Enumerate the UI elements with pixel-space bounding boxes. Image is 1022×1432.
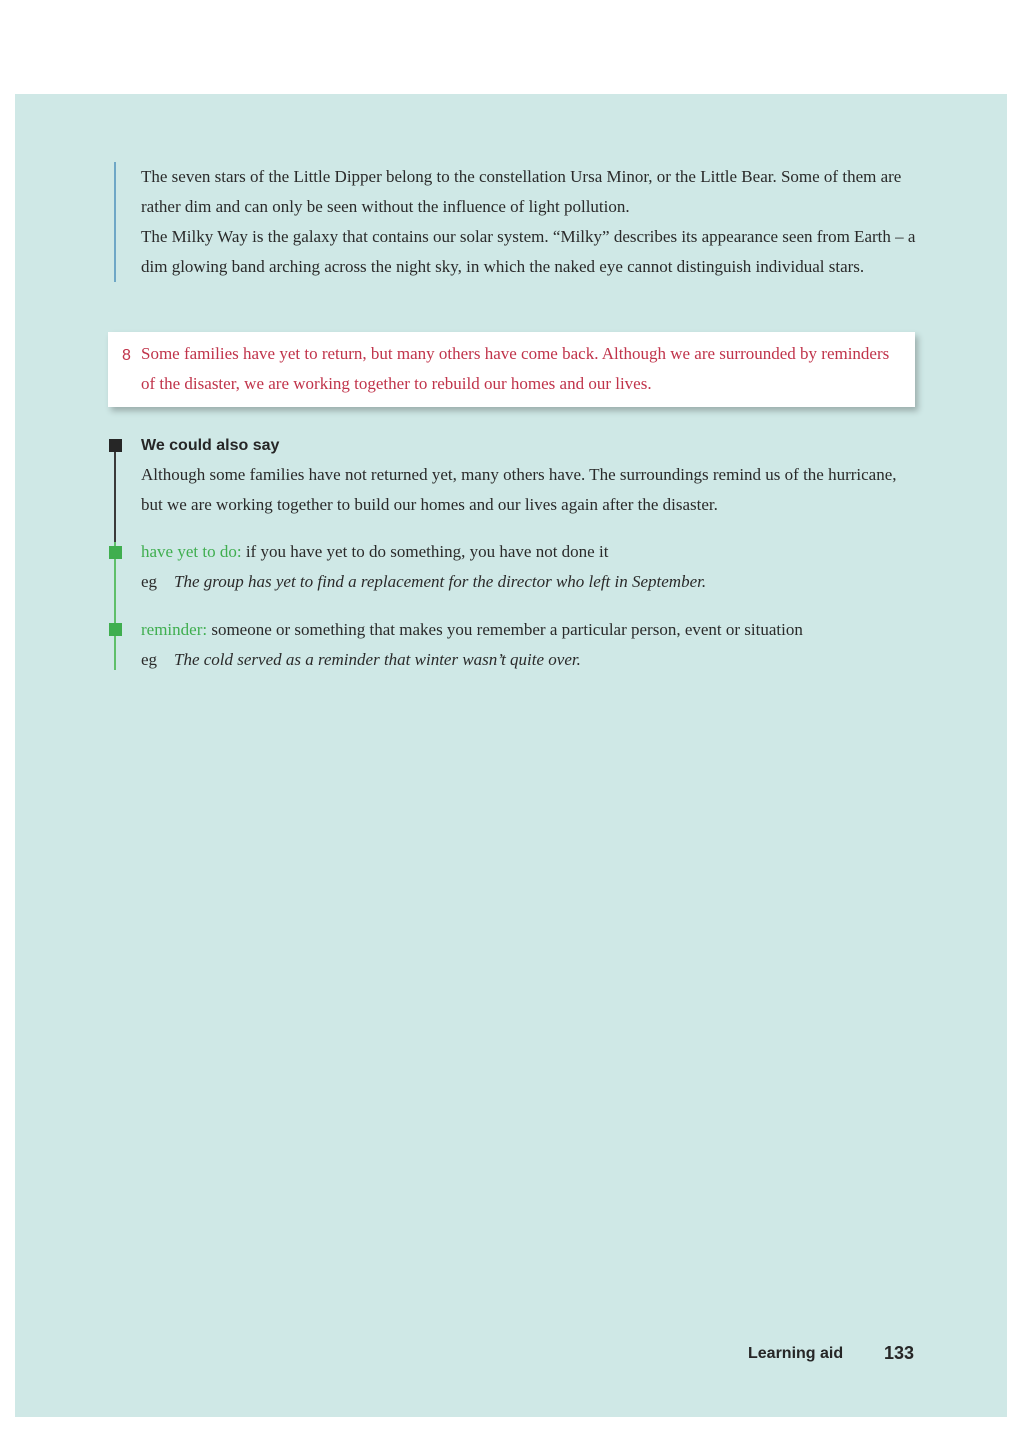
vocab-definition-line [141, 615, 921, 645]
note-paragraph: The seven stars of the Little Dipper belong to the constellation Ursa Minor, or the Little Bear. Some of them are rather dim and can only be seen without the influence of light pollution. [141, 167, 902, 216]
page-panel [15, 94, 1007, 1417]
sentence-number: 8 [122, 347, 131, 364]
square-bullet-icon [109, 546, 122, 559]
square-bullet-icon [109, 439, 122, 452]
sentence-text: Some families have yet to return, but many others have come back. Although we are surrounded by reminders of the disaster, we are working together to rebuild our homes and our lives. [141, 344, 890, 393]
vocab-definition: if you have yet to do something, you have not done it [241, 542, 609, 561]
vocab-entry [141, 537, 921, 597]
vocab-definition-line [141, 537, 921, 567]
highlighted-sentence-box [108, 332, 915, 407]
vocab-rule [114, 542, 116, 670]
alternative-text: Although some families have not returned yet, many others have. The surroundings remind us of the hurricane, but we are working together to build our homes and our lives again after the disaster. [141, 465, 897, 514]
note-paragraph: The Milky Way is the galaxy that contains our solar system. “Milky” describes its appearance seen from Earth – a dim glowing band arching across the night sky, in which the naked eye cannot distinguish individual stars. [141, 227, 916, 276]
eg-label: eg [141, 650, 158, 669]
vocab-definition: someone or something that makes you remember a particular person, event or situation [207, 620, 803, 639]
vocab-entry [141, 615, 921, 675]
section-heading: We could also say [141, 437, 280, 454]
footer-label: Learning aid [748, 1345, 844, 1362]
eg-label: eg [141, 572, 158, 591]
example-sentence: The cold served as a reminder that winter wasn’t quite over. [174, 650, 581, 669]
square-bullet-icon [109, 623, 122, 636]
vocab-term: reminder: [141, 620, 208, 639]
example-row [141, 567, 921, 597]
example-row [141, 645, 921, 675]
background-note [114, 162, 931, 282]
example-sentence: The group has yet to find a replacement for the director who left in September. [174, 572, 707, 591]
page-number: 133 [884, 1343, 915, 1363]
vocab-term: have yet to do: [141, 542, 242, 561]
section-rule [114, 452, 116, 542]
